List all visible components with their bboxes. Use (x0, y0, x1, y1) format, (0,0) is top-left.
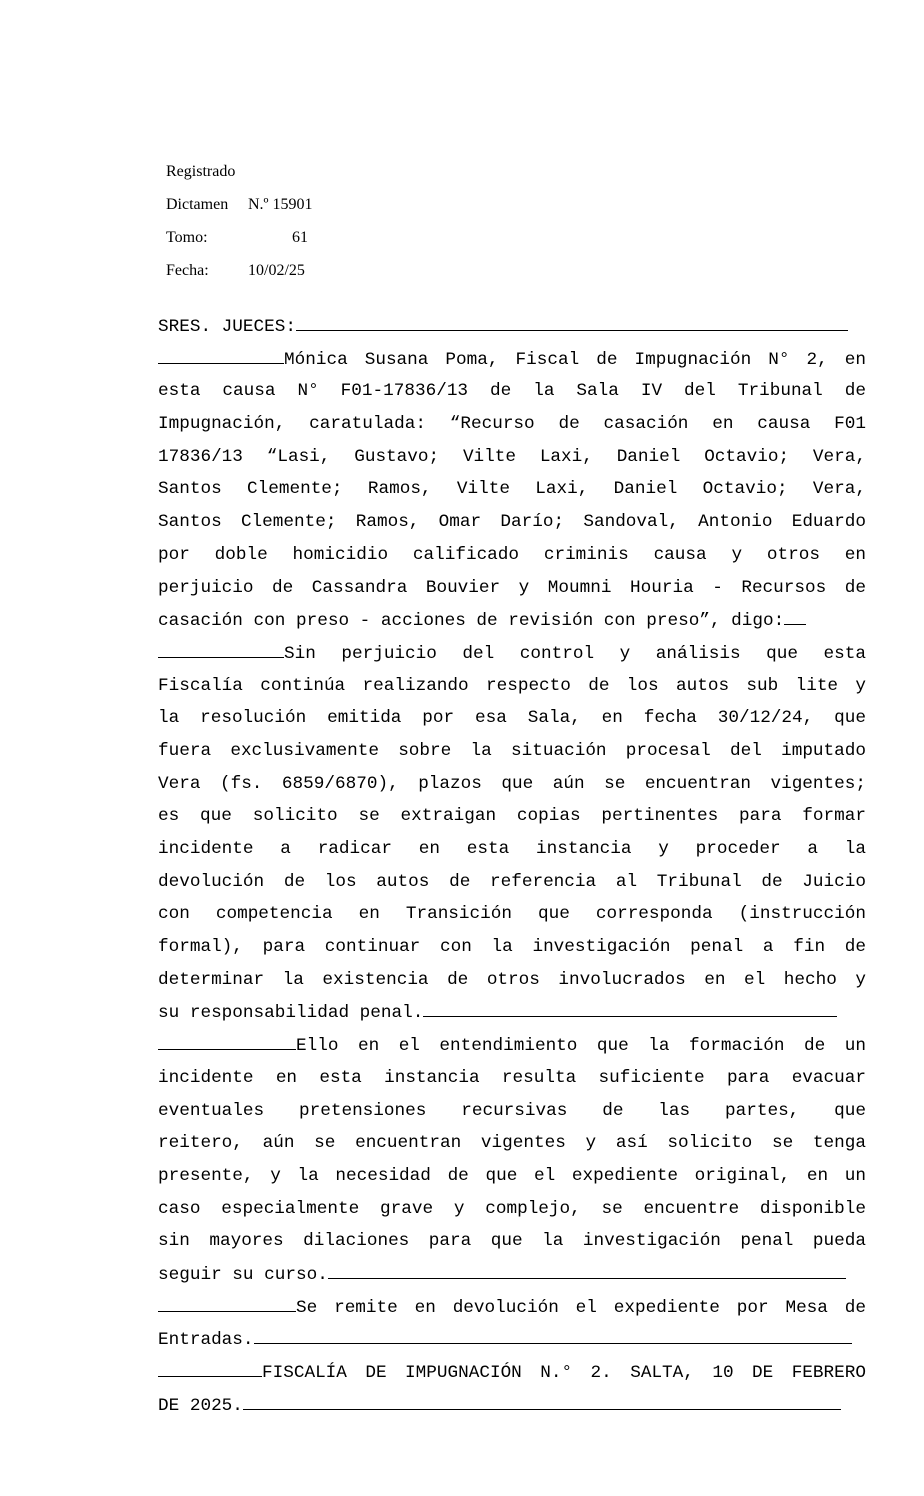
paragraph-text: esta causa N° F01-17836/13 de la Sala IV del Tribunal de (158, 381, 866, 402)
paragraph-text: Impugnación, caratulada: “Recurso de casación en causa F01 (158, 414, 866, 435)
paragraph-text: por doble homicidio calificado criminis causa y otros en (158, 544, 866, 565)
paragraph-text: seguir su curso. (158, 1264, 328, 1285)
paragraph-3-line (158, 1225, 866, 1258)
indent-rule (158, 1291, 296, 1312)
tomo-value: 61 (292, 229, 308, 246)
fill-rule (328, 1258, 846, 1279)
paragraph-2-line (158, 833, 866, 866)
paragraph-text: la resolución emitida por esa Sala, en fecha 30/12/24, que (158, 708, 866, 729)
paragraph-text: Se remite en devolución el expediente por Mesa de (296, 1297, 866, 1318)
paragraph-text: Sin perjuicio del control y análisis que esta (284, 643, 866, 664)
paragraph-2-line (158, 670, 866, 703)
paragraph-3-line (158, 1127, 866, 1160)
paragraph-text: Entradas. (158, 1330, 254, 1351)
fecha-value: 10/02/25 (248, 262, 305, 279)
registration-stamp (166, 158, 313, 290)
paragraph-1-line (158, 572, 866, 605)
paragraph-4-line (158, 1291, 866, 1324)
registrado-label: Registrado (166, 163, 236, 180)
registrado-line (166, 158, 313, 191)
paragraph-text: Mónica Susana Poma, Fiscal de Impugnación N° 2, en (284, 349, 866, 370)
paragraph-text: determinar la existencia de otros involucrados en el hecho y (158, 969, 866, 990)
paragraph-text: es que solicito se extraigan copias pertinentes para formar (158, 806, 866, 827)
paragraph-4-line (158, 1323, 866, 1356)
paragraph-2-line (158, 702, 866, 735)
closing-line (158, 1389, 866, 1422)
paragraph-text: 17836/13 “Lasi, Gustavo; Vilte Laxi, Daniel Octavio; Vera, (158, 446, 866, 467)
indent-rule (158, 1356, 262, 1377)
paragraph-text: fuera exclusivamente sobre la situación procesal del imputado (158, 740, 866, 761)
paragraph-text: sin mayores dilaciones para que la investigación penal pueda (158, 1231, 866, 1252)
indent-rule (158, 343, 284, 364)
fill-rule (243, 1389, 841, 1410)
dictamen-body (158, 310, 866, 1421)
paragraph-3-line (158, 1258, 866, 1291)
fill-rule (784, 604, 806, 625)
fecha-line (166, 257, 313, 290)
indent-rule (158, 637, 284, 658)
paragraph-3-line (158, 1062, 866, 1095)
paragraph-text: eventuales pretensiones recursivas de las partes, que (158, 1100, 866, 1121)
paragraph-text: devolución de los autos de referencia al Tribunal de Juicio (158, 871, 866, 892)
paragraph-1-line (158, 539, 866, 572)
paragraph-text: caso especialmente grave y complejo, se encuentre disponible (158, 1198, 866, 1219)
closing-line (158, 1356, 866, 1389)
paragraph-text: incidente a radicar en esta instancia y proceder a la (158, 839, 866, 859)
indent-rule (158, 1029, 296, 1050)
paragraph-2-line (158, 931, 866, 964)
paragraph-text: Ello en el entendimiento que la formación de un (296, 1036, 866, 1057)
paragraph-1-line (158, 343, 866, 376)
paragraph-text: reitero, aún se encuentran vigentes y así solicito se tenga (158, 1133, 866, 1154)
paragraph-1-line (158, 473, 866, 506)
paragraph-text: presente, y la necesidad de que el expediente original, en un (158, 1165, 866, 1186)
closing-text: FISCALÍA DE IMPUGNACIÓN N.° 2. SALTA, 10 DE FEBRERO (262, 1363, 866, 1383)
dictamen-label: Dictamen (166, 196, 229, 213)
paragraph-1-line (158, 604, 866, 637)
closing-text: DE 2025. (158, 1395, 243, 1416)
tomo-line (166, 224, 313, 257)
paragraph-3-line (158, 1029, 866, 1062)
paragraph-text: incidente en esta instancia resulta suficiente para evacuar (158, 1067, 866, 1088)
fill-rule (254, 1323, 852, 1344)
dictamen-line (166, 191, 313, 224)
paragraph-3-line (158, 1095, 866, 1128)
paragraph-text: Fiscalía continúa realizando respecto de los autos sub lite y (158, 675, 866, 696)
paragraph-text: perjuicio de Cassandra Bouvier y Moumni Houria - Recursos de (158, 577, 866, 598)
paragraph-text: Santos Clemente; Ramos, Omar Darío; Sandoval, Antonio Eduardo (158, 512, 866, 533)
paragraph-2-line (158, 996, 866, 1029)
paragraph-text: con competencia en Transición que corresponda (instrucción (158, 904, 866, 925)
paragraph-1-line (158, 506, 866, 539)
dictamen-number: N.º 15901 (248, 196, 313, 213)
paragraph-1-line (158, 441, 866, 474)
salutation: SRES. JUECES: (158, 317, 296, 337)
paragraph-2-line (158, 735, 866, 768)
paragraph-2-line (158, 800, 866, 833)
paragraph-1-line (158, 375, 866, 408)
paragraph-3-line (158, 1193, 866, 1226)
paragraph-3-line (158, 1160, 866, 1193)
fecha-label: Fecha: (166, 262, 209, 279)
paragraph-text: Santos Clemente; Ramos, Vilte Laxi, Daniel Octavio; Vera, (158, 479, 866, 500)
paragraph-text: casación con preso - acciones de revisión con preso”, digo: (158, 611, 785, 632)
paragraph-2-line (158, 898, 866, 931)
paragraph-2-line (158, 768, 866, 801)
paragraph-text: formal), para continuar con la investigación penal a fin de (158, 937, 866, 958)
tomo-label: Tomo: (166, 229, 208, 246)
salutation-line (158, 310, 866, 343)
paragraph-2-line (158, 866, 866, 899)
fill-rule (296, 310, 848, 331)
paragraph-text: Vera (fs. 6859/6870), plazos que aún se encuentran vigentes; (158, 773, 866, 794)
fill-rule (423, 996, 837, 1017)
paragraph-1-line (158, 408, 866, 441)
paragraph-2-line (158, 637, 866, 670)
paragraph-text: su responsabilidad penal. (158, 1003, 424, 1024)
paragraph-2-line (158, 964, 866, 997)
